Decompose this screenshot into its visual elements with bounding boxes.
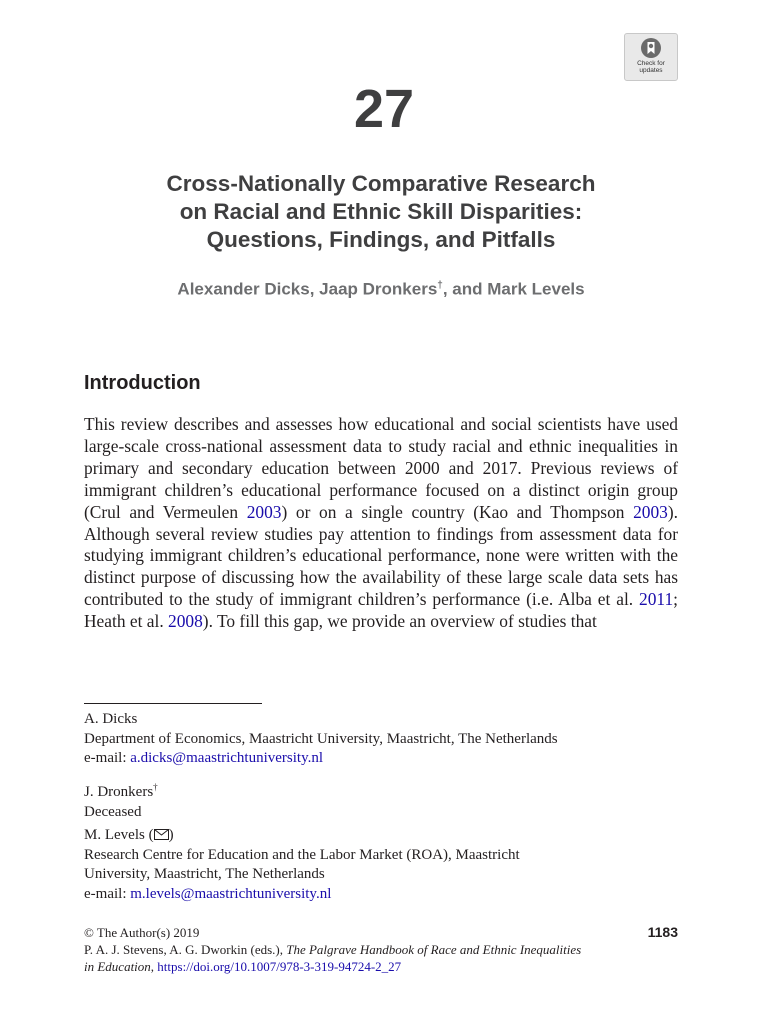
section-heading-introduction: Introduction <box>84 372 201 394</box>
footnote-divider <box>84 703 262 704</box>
envelope-icon[interactable] <box>154 829 169 840</box>
citation-link[interactable]: 2008 <box>168 611 203 632</box>
doi-link[interactable]: https://doi.org/10.1007/978-3-319-94724-2_27 <box>157 959 402 974</box>
check-for-updates-badge[interactable] <box>624 33 678 81</box>
author-list: Alexander Dicks, Jaap Dronkers†, and Mark Levels <box>177 279 585 299</box>
copyright-block: © The Author(s) 2019 P. A. J. Stevens, A. G. Dworkin (eds.), The Palgrave Handbook of Race and Ethnic Inequalities in Education, https://doi.org/10.1007/978-3-319-94724-2_27 <box>84 925 582 974</box>
citation-link[interactable]: 2003 <box>633 501 668 522</box>
email-link-levels[interactable]: m.levels@maastrichtuniversity.nl <box>130 885 332 902</box>
chapter-title: Cross-Nationally Comparative Research on Racial and Ethnic Skill Disparities: Questions, Findings, and Pitfalls <box>166 171 596 252</box>
affiliation-levels: M. Levels ( ) Research Centre for Education and the Labor Market (ROA), Maastricht University, Maastricht, The Netherlands e-mail: m.levels@maastrichtuniversity.nl <box>84 827 520 902</box>
affiliation-dicks: A. Dicks Department of Economics, Maastricht University, Maastricht, The Netherlands e-mail: a.dicks@maastrichtuniversity.nl <box>84 711 558 766</box>
deceased-dagger: † <box>437 280 443 291</box>
citation-link[interactable]: 2011 <box>639 589 674 610</box>
bookmark-icon <box>640 37 662 59</box>
citation-link[interactable]: 2003 <box>246 501 282 522</box>
badge-label: Check for updates <box>637 60 665 74</box>
introduction-paragraph: This review describes and assesses how educational and social scientists have used large-scale cross-national assessment data to study racial and ethnic inequalities in primary and secondary education between 2000 and 2017. Previous reviews of immigrant children’s educational performance focused on a distinct origin group (Crul and Vermeulen 2003) or on a single country (Kao and Thompson 2003). Although several review studies pay attention to findings from assessment data for studying immigrant children’s educational performance, none were written with the distinct purpose of discussing how the availability of these large scale data sets has contributed to the study of immigrant children’s performance (i.e. Alba et al. 2011; Heath et al. 2008). To fill this gap, we provide an overview of studies that <box>84 414 679 632</box>
chapter-number: 27 <box>353 79 415 139</box>
page-number: 1183 <box>647 924 678 940</box>
email-link-dicks[interactable]: a.dicks@maastrichtuniversity.nl <box>130 750 324 766</box>
affiliation-dronkers: J. Dronkers† Deceased <box>84 782 158 820</box>
